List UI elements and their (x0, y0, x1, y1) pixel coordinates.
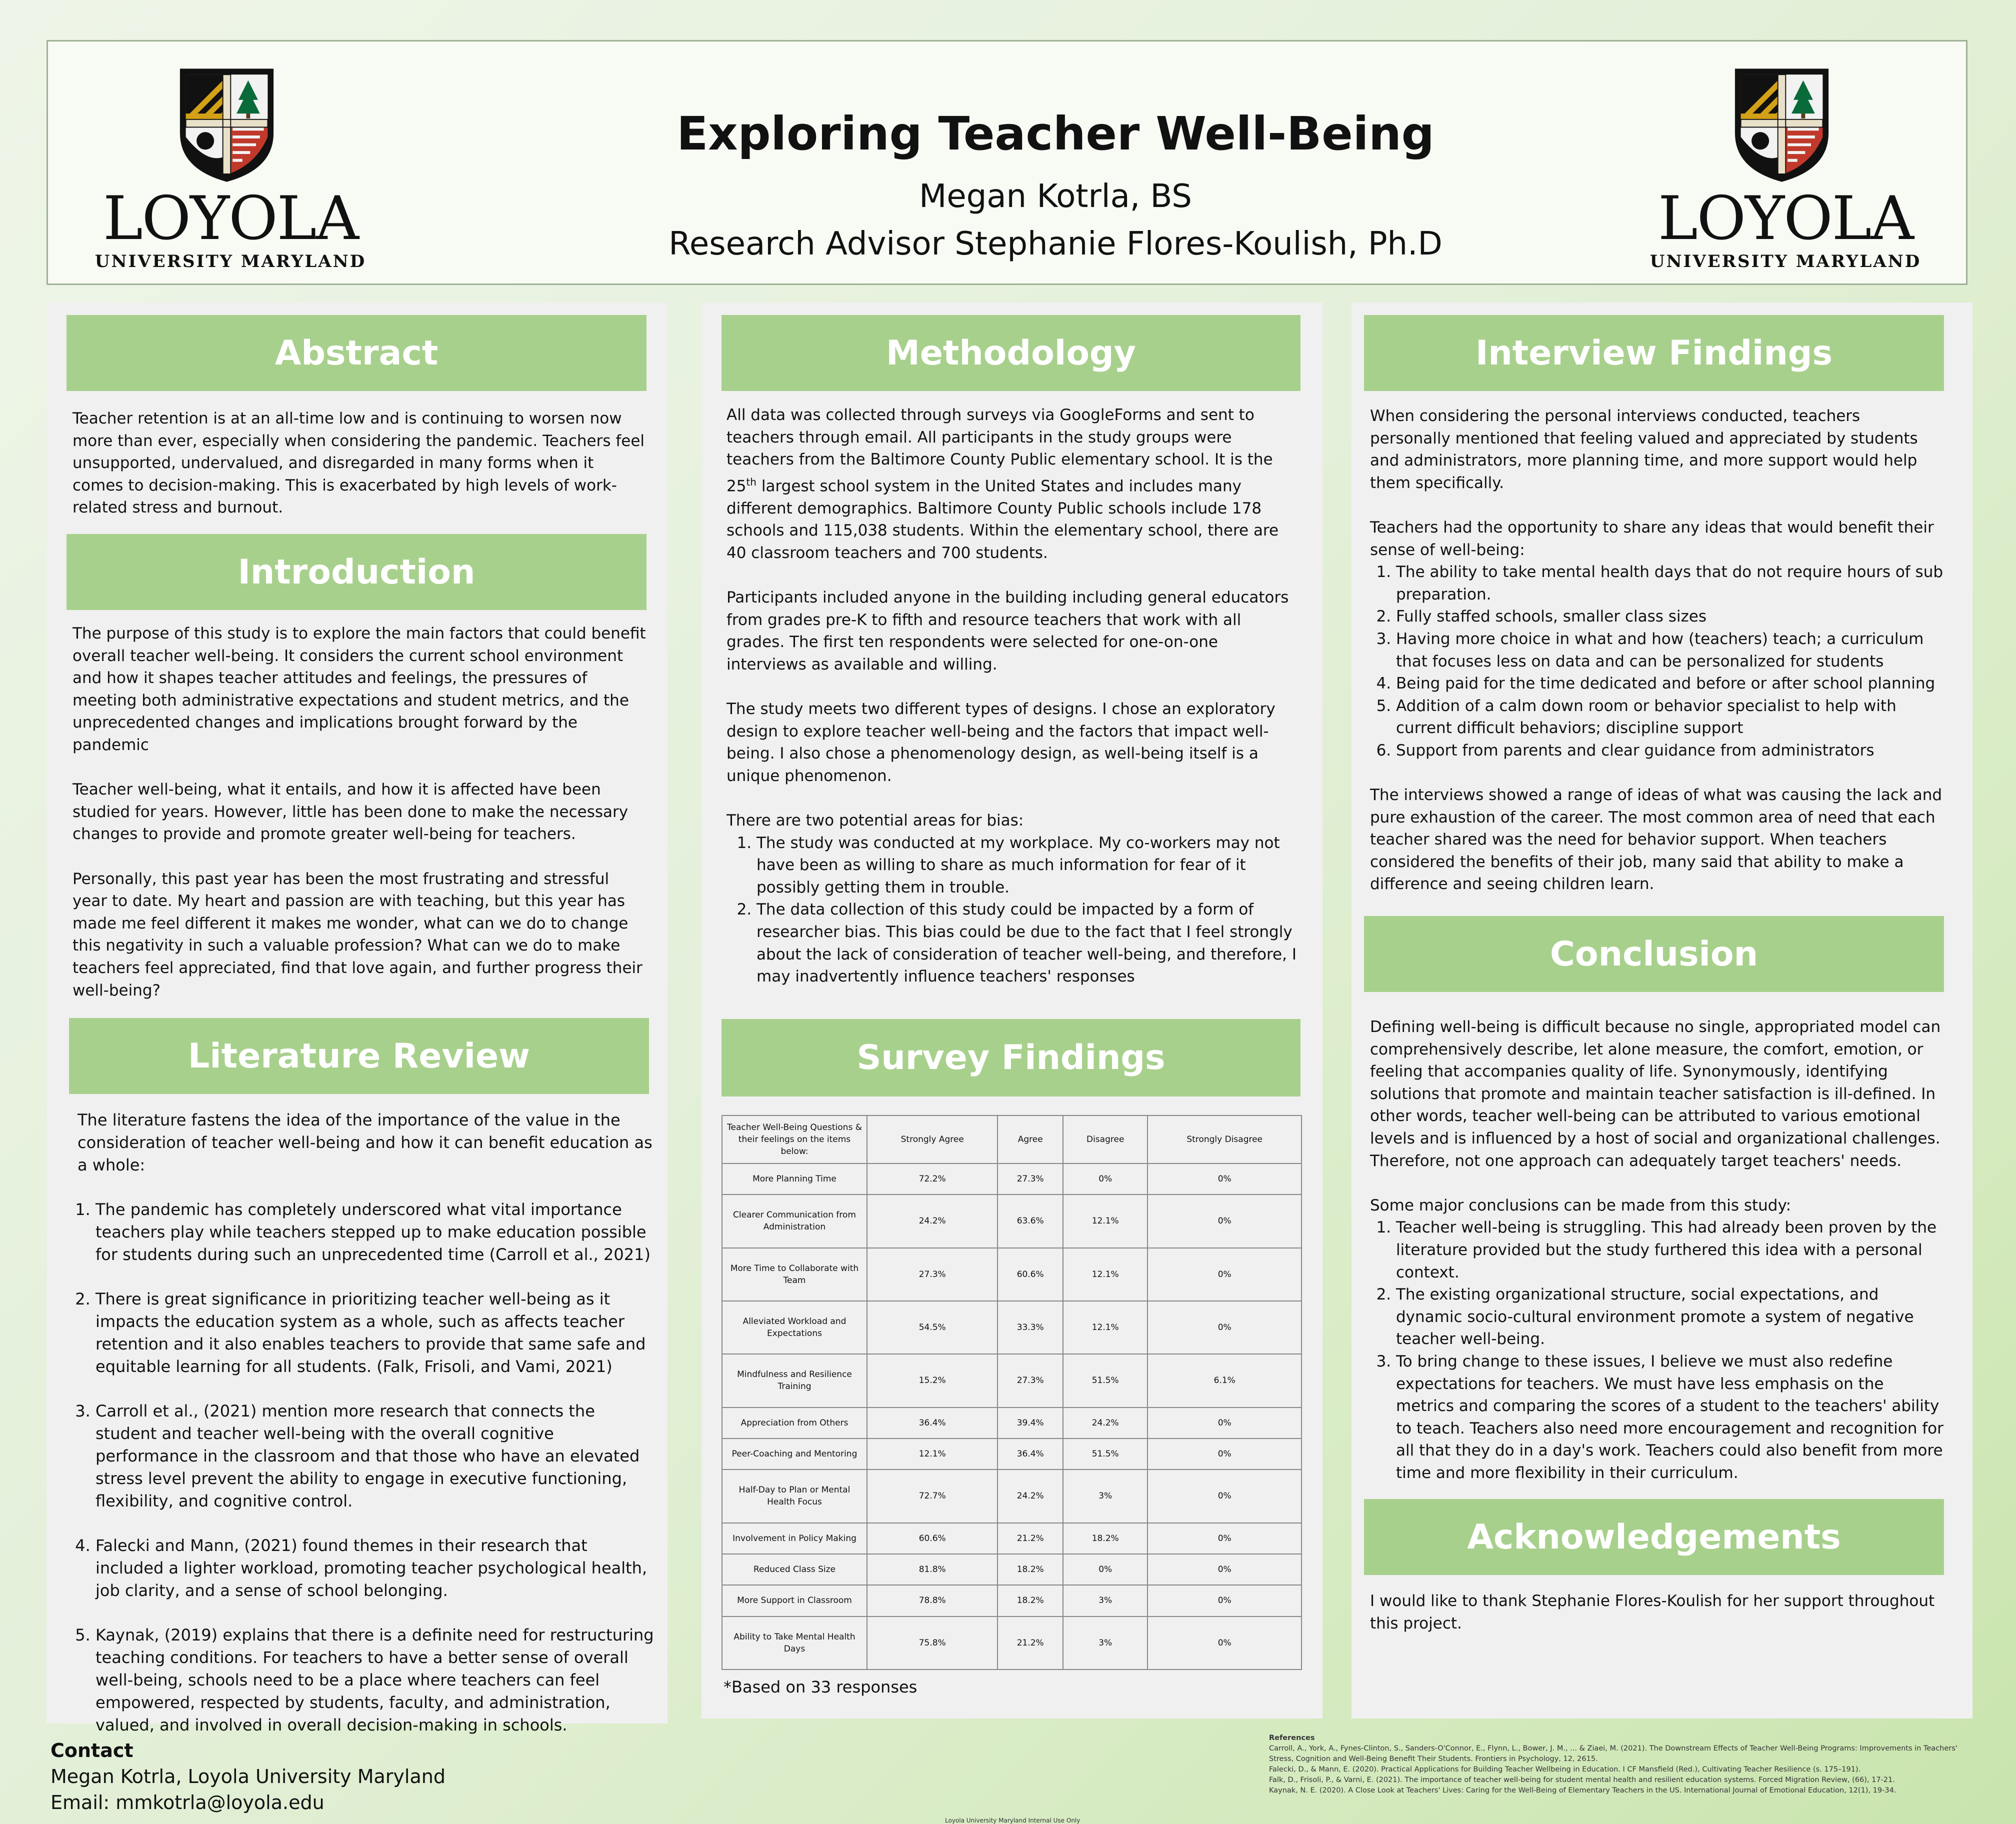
contact-email: Email: mmkotrla@loyola.edu (50, 1792, 324, 1814)
table-cell: 0% (1148, 1301, 1302, 1354)
table-row (722, 1164, 1302, 1194)
table-cell: 81.8% (867, 1554, 998, 1585)
table-cell: 36.4% (867, 1408, 998, 1438)
acknowledgements-paragraph: I would like to thank Stephanie Flores-Koulish for her support throughout this project. (1370, 1592, 1935, 1632)
table-cell: 39.4% (998, 1408, 1063, 1438)
table-cell: 54.5% (867, 1301, 998, 1354)
table-cell: 63.6% (998, 1194, 1063, 1248)
table-cell: 0% (1148, 1248, 1302, 1301)
acknowledgements-text (1370, 1590, 1945, 1634)
reference-item: Kaynak, N. E. (2020). A Close Look at Teachers' Lives: Caring for the Well-Being of Elementary Teachers in the US. International Journal of Emotional Education, 12(1), 19-34. (1269, 1786, 1896, 1794)
list-item: 1. The pandemic has completely underscored what vital importance teachers play while teachers stepped up to make education possible for students during such an unprecedented time (Carroll et al., 2021) (96, 1198, 658, 1266)
row-label-cell: More Planning Time (722, 1164, 867, 1194)
table-row (722, 1438, 1302, 1470)
table-cell: 0% (1063, 1164, 1148, 1194)
column-header: Strongly Disagree (1148, 1116, 1302, 1164)
table-cell: 21.2% (998, 1616, 1063, 1670)
table-row (722, 1301, 1302, 1354)
table-cell: 0% (1148, 1408, 1302, 1438)
list-item: 3. Carroll et al., (2021) mention more research that connects the student and teacher well-being with the overall cognitive performance in the classroom and that those who have an elevated stress level prevent the ability to engage in executive functioning, flexibility, and cognitive control. (96, 1400, 658, 1512)
list-item: 3. To bring change to these issues, I believe we must also redefine expectations for teachers. We must have less emphasis on the metrics and comparing the scores of a student to the teachers' ability to teach. Teachers also need more encouragement and recognition for all that they do in a day's work. Teachers could also benefit from more time and more flexibility in their curriculum. (1396, 1350, 1945, 1484)
table-row (722, 1585, 1302, 1616)
row-label-cell: Half-Day to Plan or Mental Health Focus (722, 1470, 867, 1522)
table-cell: 72.7% (867, 1470, 998, 1522)
table-cell: 27.3% (998, 1354, 1063, 1407)
reference-item: Carroll, A., York, A., Fynes-Clinton, S., Sanders-O'Connor, E., Flynn, L., Bower, J. M., ... & Ziaei, M. (2021). The Downstream Effects of Teacher Well-Being Programs: Improvements in Teachers' Stress, Cognition and Well-Being Benefit Their Students. Frontiers in Psychology, 12, 2615. (1269, 1744, 1958, 1763)
literature-heading: Literature Review (69, 1018, 649, 1094)
introduction-heading: Introduction (66, 534, 646, 610)
abstract-heading: Abstract (66, 315, 646, 391)
table-cell: 60.6% (867, 1523, 998, 1554)
table-cell: 12.1% (1063, 1194, 1148, 1248)
list-item: 1. Teacher well-being is struggling. This had already been proven by the literature provided but the study furthered this idea with a personal context. (1396, 1216, 1945, 1284)
table-row (722, 1554, 1302, 1585)
contact-name: Megan Kotrla, Loyola University Maryland (50, 1766, 446, 1788)
table-row (722, 1616, 1302, 1670)
column-header: Agree (998, 1116, 1063, 1164)
interview-text (1370, 405, 1945, 896)
table-cell: 60.6% (998, 1248, 1063, 1301)
poster-header (46, 40, 1968, 285)
interview-heading: Interview Findings (1364, 315, 1944, 391)
table-cell: 12.1% (1063, 1248, 1148, 1301)
list-item: 2. Fully staffed schools, smaller class sizes (1396, 606, 1945, 628)
table-cell: 0% (1148, 1616, 1302, 1670)
advisor-name: Research Advisor Stephanie Flores-Koulish, Ph.D (668, 226, 1442, 262)
table-cell: 27.3% (867, 1248, 998, 1301)
reference-item: Falk, D., Frisoli, P., & Varni, E. (2021). The importance of teacher well-being for student mental health and resilient education systems. Forced Migration Review, (66), 17-21. (1269, 1776, 1895, 1784)
literature-list (78, 1198, 658, 1736)
loyola-crest-icon (1733, 66, 1830, 184)
logo-subtitle: UNIVERSITY MARYLAND (1650, 252, 1922, 272)
row-label-cell: More Support in Classroom (722, 1585, 867, 1616)
survey-heading: Survey Findings (722, 1019, 1300, 1096)
table-row (722, 1194, 1302, 1248)
introduction-paragraph-1: The purpose of this study is to explore the main factors that could benefit overall teacher well-being. It considers the current school environment and how it shapes teacher attitudes and feelings, the pressures of meeting both administrative expectations and student metrics, and the unprecedented changes and implications brought forward by the pandemic (72, 624, 646, 754)
methodology-paragraph-2: Participants included anyone in the building including general educators from grades pre-K to fifth and resource teachers that work with all grades. The first ten respondents were selected for one-on-one interviews as available and willing. (726, 588, 1289, 674)
bias-intro: There are two potential areas for bias: (726, 812, 1024, 830)
reference-item: Falecki, D., & Mann, E. (2020). Practical Applications for Building Teacher Wellbeing in Education. I CF Mansfield (Red.), Cultivating Teacher Resilience (s. 175–191). (1269, 1766, 1861, 1774)
list-item: 1. The ability to take mental health days that do not require hours of sub preparation. (1396, 561, 1945, 606)
row-label-cell: Mindfulness and Resilience Training (722, 1354, 867, 1407)
references-heading: References (1269, 1734, 1315, 1742)
list-item: 1. The study was conducted at my workplace. My co-workers may not have been as willing to share as much information for fear of it possibly getting them in trouble. (756, 832, 1302, 899)
introduction-paragraph-2: Teacher well-being, what it entails, and how it is affected have been studied for years. However, little has been done to make the necessary changes to provide and promote greater well-being for teachers. (72, 780, 628, 844)
methodology-text (726, 404, 1302, 988)
conclusion-text (1370, 1016, 1945, 1484)
table-cell: 3% (1063, 1616, 1148, 1670)
table-cell: 36.4% (998, 1438, 1063, 1470)
list-item: 4. Falecki and Mann, (2021) found themes in their research that included a lighter workload, promoting teacher psychological health, job clarity, and a sense of school belonging. (96, 1534, 658, 1602)
interview-list (1370, 561, 1945, 762)
table-header-row (722, 1116, 1302, 1164)
row-label-cell: Clearer Communication from Administration (722, 1194, 867, 1248)
list-item: 2. There is great significance in prioritizing teacher well-being as it impacts the education system as a whole, such as affects teacher retention and it also enables teachers to provide that same safe and equitable learning for all students. (Falk, Frisoli, and Vami, 2021) (96, 1288, 658, 1378)
row-label-cell: Alleviated Workload and Expectations (722, 1301, 867, 1354)
table-cell: 15.2% (867, 1354, 998, 1407)
table-cell: 18.2% (998, 1554, 1063, 1585)
list-item: 2. The data collection of this study could be impacted by a form of researcher bias. This bias could be due to the fact that I feel strongly about the lack of consideration of teacher well-being, and therefore, I may inadvertently influence teachers' responses (756, 898, 1302, 988)
table-cell: 78.8% (867, 1585, 998, 1616)
abstract-text (72, 408, 648, 519)
conclusion-paragraph-1: Defining well-being is difficult because no single, appropriated model can comprehensively describe, let alone measure, the comfort, emotion, or feeling that accompanies quality of life. Synonymously, identifying solutions that promote and maintain teacher satisfaction is ill-defined. In other words, teacher well-being can be attributed to various emotional levels and is influenced by a host of social and organizational challenges. Therefore, not one approach can adequately target teachers' needs. (1370, 1018, 1941, 1170)
table-cell: 12.1% (1063, 1301, 1148, 1354)
table-cell: 27.3% (998, 1164, 1063, 1194)
introduction-text (72, 622, 648, 1002)
column-header: Strongly Agree (867, 1116, 998, 1164)
methodology-p1-end: largest school system in the United States and includes many different demographics. Baltimore County Public schools include 178 schools and 115,038 students. Within the elementary school, there are 40 classroom teachers and 700 students. (726, 477, 1279, 562)
table-row (722, 1523, 1302, 1554)
table-cell: 0% (1063, 1554, 1148, 1585)
table-cell: 0% (1148, 1194, 1302, 1248)
internal-use-note: Loyola University Maryland Internal Use Only (945, 1817, 1080, 1824)
row-label-cell: Reduced Class Size (722, 1554, 867, 1585)
table-row (722, 1248, 1302, 1301)
loyola-logo-right (1646, 66, 1926, 276)
table-cell: 0% (1148, 1470, 1302, 1522)
acknowledgements-heading: Acknowledgements (1364, 1499, 1944, 1575)
list-item: 5. Kaynak, (2019) explains that there is a definite need for restructuring teaching conditions. For teachers to have a better sense of overall well-being, schools need to be a place where teachers can feel empowered, respected by students, faculty, and administration, valued, and involved in overall decision-making in schools. (96, 1624, 658, 1736)
table-cell: 0% (1148, 1585, 1302, 1616)
conclusion-paragraph-2: Some major conclusions can be made from this study: (1370, 1196, 1792, 1214)
list-item: 3. Having more choice in what and how (teachers) teach; a curriculum that focuses less on data and can be personalized for students (1396, 628, 1945, 672)
logo-wordmark: LOYOLA (1658, 184, 1913, 254)
poster-title: Exploring Teacher Well-Being (676, 107, 1434, 160)
table-cell: 0% (1148, 1523, 1302, 1554)
table-cell: 6.1% (1148, 1354, 1302, 1407)
references-block (1269, 1733, 1959, 1796)
table-cell: 24.2% (867, 1194, 998, 1248)
table-cell: 3% (1063, 1470, 1148, 1522)
table-cell: 72.2% (867, 1164, 998, 1194)
table-cell: 3% (1063, 1585, 1148, 1616)
table-row (722, 1354, 1302, 1407)
loyola-crest-icon (178, 66, 276, 184)
list-item: 2. The existing organizational structure, social expectations, and dynamic socio-cultural environment promote a system of negative teacher well-being. (1396, 1284, 1945, 1350)
introduction-paragraph-3: Personally, this past year has been the most frustrating and stressful year to date. My heart and passion are with teaching, but this year has made me feel different it makes me wonder, what can we do to change this negativity in such a valuable profession? What can we do to make teachers feel appreciated, find that love again, and further progress their well-being? (72, 870, 642, 1000)
column-header: Teacher Well-Being Questions & their feelings on the items below: (722, 1116, 867, 1164)
literature-text (78, 1109, 658, 1736)
table-cell: 33.3% (998, 1301, 1063, 1354)
interview-paragraph-2: Teachers had the opportunity to share any ideas that would benefit their sense of well-being: (1370, 518, 1934, 559)
table-cell: 51.5% (1063, 1354, 1148, 1407)
logo-wordmark: LOYOLA (102, 184, 358, 254)
survey-table-body (722, 1164, 1302, 1670)
table-cell: 18.2% (998, 1585, 1063, 1616)
logo-subtitle: UNIVERSITY MARYLAND (94, 252, 366, 272)
interview-paragraph-1: When considering the personal interviews conducted, teachers personally mentioned that feeling valued and appreciated by students and administrators, more planning time, and more support would help them specifically. (1370, 407, 1918, 492)
methodology-p1-start: All data was collected through surveys via GoogleForms and sent to teachers through email. All participants in the study groups were teachers from the Baltimore County Public elementary school. It is the 25 (726, 406, 1273, 496)
table-row (722, 1408, 1302, 1438)
loyola-logo-left (90, 66, 370, 276)
bias-list (726, 832, 1302, 988)
table-cell: 75.8% (867, 1616, 998, 1670)
table-cell: 51.5% (1063, 1438, 1148, 1470)
methodology-heading: Methodology (722, 315, 1300, 391)
literature-intro: The literature fastens the idea of the importance of the value in the consideration of teacher well-being and how it can benefit education as a whole: (78, 1110, 652, 1174)
survey-note: *Based on 33 responses (724, 1678, 918, 1696)
table-cell: 0% (1148, 1554, 1302, 1585)
contact-block (50, 1738, 446, 1816)
table-cell: 21.2% (998, 1523, 1063, 1554)
methodology-paragraph-1 (726, 404, 1302, 564)
table-cell: 24.2% (998, 1470, 1063, 1522)
row-label-cell: Appreciation from Others (722, 1408, 867, 1438)
abstract-paragraph: Teacher retention is at an all-time low and is continuing to worsen now more than ever, especially when considering the pandemic. Teachers feel unsupported, undervalued, and disregarded in many forms when it comes to decision-making. This is exacerbated by high levels of work-related stress and burnout. (72, 410, 645, 517)
contact-heading: Contact (50, 1740, 134, 1762)
conclusion-heading: Conclusion (1364, 916, 1944, 992)
table-row (722, 1470, 1302, 1522)
row-label-cell: Ability to Take Mental Health Days (722, 1616, 867, 1670)
row-label-cell: Peer-Coaching and Mentoring (722, 1438, 867, 1470)
row-label-cell: More Time to Collaborate with Team (722, 1248, 867, 1301)
title-block (498, 102, 1613, 266)
column-header: Disagree (1063, 1116, 1148, 1164)
interview-paragraph-3: The interviews showed a range of ideas of what was causing the lack and pure exhaustion of the career. The most common area of need that each teacher shared was the need for behavior support. When teachers considered the benefits of their job, many said that ability to make a difference and seeing children learn. (1370, 786, 1942, 894)
table-cell: 0% (1148, 1438, 1302, 1470)
row-label-cell: Involvement in Policy Making (722, 1523, 867, 1554)
table-cell: 24.2% (1063, 1408, 1148, 1438)
methodology-paragraph-3: The study meets two different types of designs. I chose an exploratory design to explore teacher well-being and the factors that impact well-being. I also chose a phenomenology design, as well-being itself is a unique phenomenon. (726, 700, 1276, 785)
ordinal-suffix: th (746, 476, 756, 488)
list-item: 5. Addition of a calm down room or behavior specialist to help with current difficult behaviors; discipline support (1396, 695, 1945, 740)
table-cell: 12.1% (867, 1438, 998, 1470)
conclusion-list (1370, 1216, 1945, 1484)
table-cell: 0% (1148, 1164, 1302, 1194)
survey-table (722, 1115, 1302, 1670)
table-cell: 18.2% (1063, 1523, 1148, 1554)
author-name: Megan Kotrla, BS (919, 178, 1192, 215)
list-item: 4. Being paid for the time dedicated and before or after school planning (1396, 672, 1945, 695)
list-item: 6. Support from parents and clear guidance from administrators (1396, 740, 1945, 762)
